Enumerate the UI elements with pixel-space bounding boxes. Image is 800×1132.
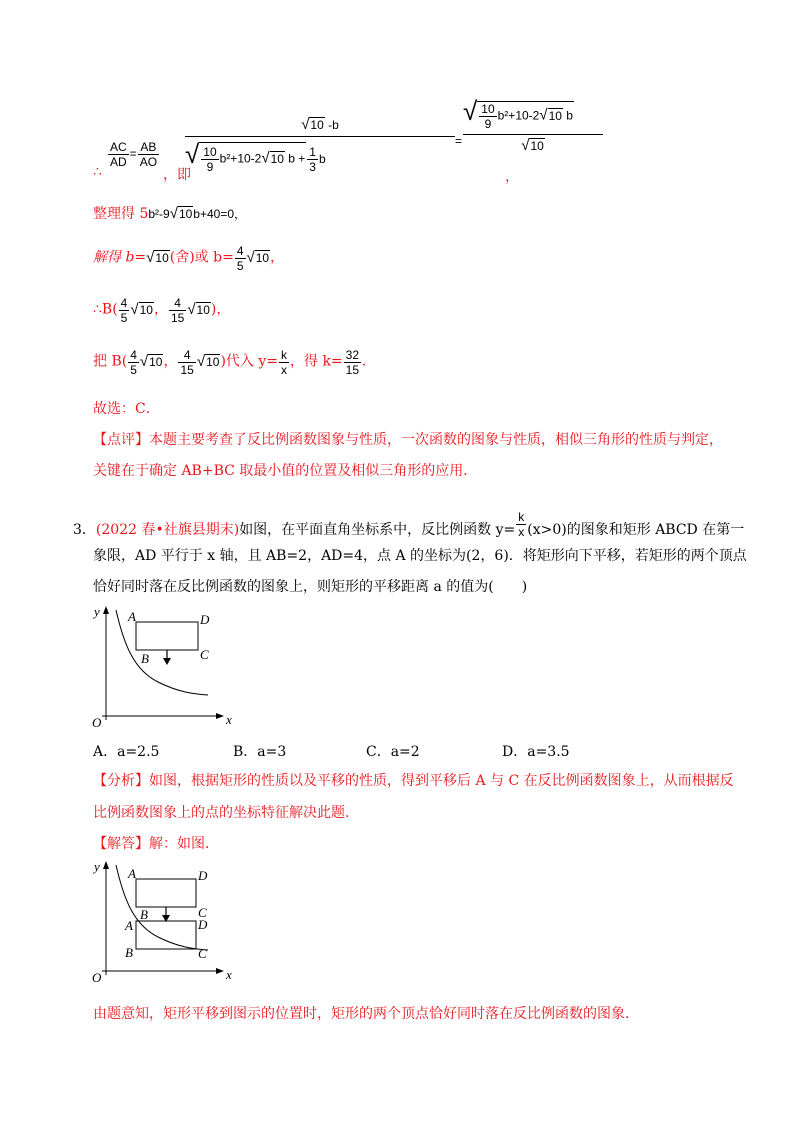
label-d-original: D xyxy=(198,868,208,883)
rectangle-translated xyxy=(136,921,196,949)
analysis-line-1: 【分析】如图，根据矩形的性质以及平移的性质，得到平移后 A 与 C 在反比例函数图象上，从而根据反 xyxy=(93,773,734,789)
label-b-translated: B xyxy=(125,945,133,960)
label-a: A xyxy=(128,609,136,624)
equation-line-2: 整理得 5b²-9√10b+40=0， xyxy=(93,205,247,222)
label-a-translated: A xyxy=(125,918,133,933)
solution-line: 【解答】解：如图． xyxy=(93,836,219,852)
label-y: y xyxy=(94,604,100,619)
label-b: B xyxy=(141,651,149,666)
therefore-sign: ∴ xyxy=(93,164,102,180)
x-axis-arrow xyxy=(216,968,224,974)
answer-choice-line: 故选：C． xyxy=(93,401,160,417)
label-y: y xyxy=(94,859,100,874)
analysis-line-2: 比例函数图象上的点的坐标特征解决此题． xyxy=(93,805,359,821)
y-axis-arrow xyxy=(103,861,109,869)
y-axis-arrow xyxy=(103,606,109,614)
label-c-translated: C xyxy=(198,946,207,961)
label-origin: O xyxy=(92,715,102,730)
x-axis-arrow xyxy=(216,713,224,719)
equation-line-4: ∴B( $\frac{4}{5}$ √10， $\frac{4}{15}$ √10)， xyxy=(93,296,231,325)
question-source: (2022 春•社旗县期末) xyxy=(95,522,240,538)
label-x: x xyxy=(226,712,232,727)
solution-tag: 【解答】 xyxy=(93,836,149,852)
option-b[interactable]: B．a=3 xyxy=(233,744,287,760)
option-a[interactable]: A．a=2.5 xyxy=(93,744,160,760)
question-3-line-1: 3．(2022 春•社旗县期末)如图，在平面直角坐标系中，反比例函数 y= $\frac{k}{x}$ (x>0)的图象和矩形 ABCD 在第一 xyxy=(73,510,745,539)
comment-line-1: 【点评】本题主要考查了反比例函数图象与性质，一次函数的图象与性质，相似三角形的性质与判定， xyxy=(93,432,723,448)
comment-line-2: 关键在于确定 AB+BC 取最小值的位置及相似三角形的应用． xyxy=(93,463,478,479)
equation-line-5: 把 B( $\frac{4}{5}$ √10， $\frac{4}{15}$ √10)代入 y= $\frac{k}{x}$ ，得 k= $\frac{32}{15}$ ． xyxy=(93,348,377,377)
comment-tag: 【点评】 xyxy=(93,432,149,448)
label-c-original: C xyxy=(198,905,207,920)
question-3-line-3: 恰好同时落在反比例函数的图象上，则矩形的平移距离 a 的值为( ) xyxy=(93,579,528,595)
big-fraction-right: √ $\frac{10}{9}$ b²+10-2√10 b √10 xyxy=(463,96,603,154)
label-a-original: A xyxy=(128,866,136,881)
figure-question xyxy=(88,600,238,730)
label-d-translated: D xyxy=(198,917,208,932)
ratio-ac-ad: $\frac{AC}{AD}$ = $\frac{AB}{AO}$ xyxy=(110,140,158,169)
rectangle-abcd xyxy=(136,622,198,650)
analysis-tag: 【分析】 xyxy=(93,773,149,789)
option-d[interactable]: D．a=3.5 xyxy=(502,744,570,760)
label-b-original: B xyxy=(140,907,148,922)
label-d: D xyxy=(200,612,210,627)
option-c[interactable]: C．a=2 xyxy=(366,744,420,760)
label-x: x xyxy=(226,967,232,982)
down-arrow-icon xyxy=(163,658,171,665)
equation-line-3: 解得 b=√10(舍)或 b= $\frac{4}{5}$ √10， xyxy=(93,244,285,273)
question-3-line-2: 象限，AD 平行于 x 轴，且 AB=2，AD=4，点 A 的坐标为(2，6)．将矩形向下平移，若矩形的两个顶点 xyxy=(93,548,747,564)
label-origin: O xyxy=(92,970,102,985)
big-fraction-left: √10 -b √ $\frac{10}{9}$ b²+10-2√10 b + $\frac{1}{3}$ b xyxy=(185,116,455,174)
rectangle-original xyxy=(136,879,196,907)
figure-solution xyxy=(88,855,238,985)
label-c: C xyxy=(200,647,209,662)
final-line: 由题意知，矩形平移到图示的位置时，矩形的两个顶点恰好同时落在反比例函数的图象． xyxy=(93,1006,639,1022)
